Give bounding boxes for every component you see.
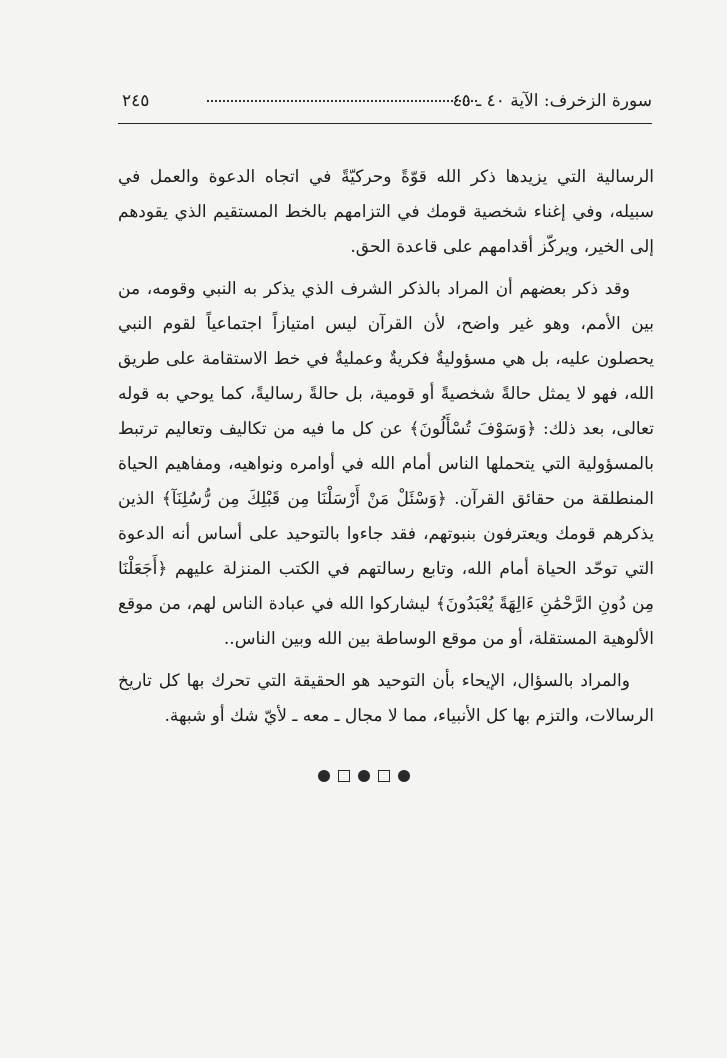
chapter-title: سورة الزخرف: الآية ٤٠ ـ ٤٥: [452, 91, 652, 111]
separator-square-icon: [338, 770, 350, 782]
page-number: ٢٤٥: [122, 91, 150, 111]
running-header: [112, 86, 652, 120]
body-text: [118, 160, 654, 741]
header-rule: [118, 123, 652, 124]
section-separator: [0, 770, 727, 782]
separator-circle-icon: [318, 770, 330, 782]
separator-circle-icon: [358, 770, 370, 782]
separator-square-icon: [378, 770, 390, 782]
separator-circle-icon: [398, 770, 410, 782]
paragraph: والمراد بالسؤال، الإيحاء بأن التوحيد هو الحقيقة التي تحرك بها كل تاريخ الرسالات، والتزم بها كل الأنبياء، مما لا مجال ـ معه ـ لأيّ شك أو شبهة.: [118, 671, 654, 726]
paragraph: وقد ذكر بعضهم أن المراد بالذكر الشرف الذي يذكر به النبي وقومه، من بين الأمم، وهو غير واضح، لأن القرآن ليس امتيازاً اجتماعياً لقوم النبي يحصلون عليه، بل هي مسؤوليةٌ فكريةٌ وعمليةٌ في خط الاستقامة على طريق الله، فهو لا يمثل حالةً شخصيةً أو قومية، بل حالةً رساليةً، كما يوحي به قوله تعالى، بعد ذلك: ﴿وَسَوْفَ تُسْأَلُونَ﴾ عن كل ما فيه من تكاليف وتعاليم ترتبط بالمسؤولية التي يتحملها الناس أمام الله في أوامره ونواهيه، ومفاهيم الحياة المنطلقة من حقائق القرآن. ﴿وَسْئَلْ مَنْ أَرْسَلْنَا مِن قَبْلِكَ مِن رُّسُلِنَآ﴾ الذين يذكرهم قومك ويعترفون بنبوتهم، فقد جاءوا بالتوحيد على أساس أنه الدعوة التي توحّد الحياة أمام الله، وتابع رسالتهم في الكتب المنزلة عليهم ﴿أَجَعَلْنَا مِن دُونِ الرَّحْمَٰنِ ءَالِهَةً يُعْبَدُونَ﴾ ليشاركوا الله في عبادة الناس لهم، من موقع الألوهية المستقلة، أو من موقع الوساطة بين الله وبين الناس..: [118, 279, 654, 649]
header-leader-dots: [207, 98, 477, 102]
paragraph: الرسالية التي يزيدها ذكر الله قوّةً وحركيّةً في اتجاه الدعوة والعمل في سبيله، وفي إغناء شخصية قومك في التزامهم بالخط المستقيم الذي يقودهم إلى الخير، ويركّز أقدامهم على قاعدة الحق.: [118, 167, 654, 257]
